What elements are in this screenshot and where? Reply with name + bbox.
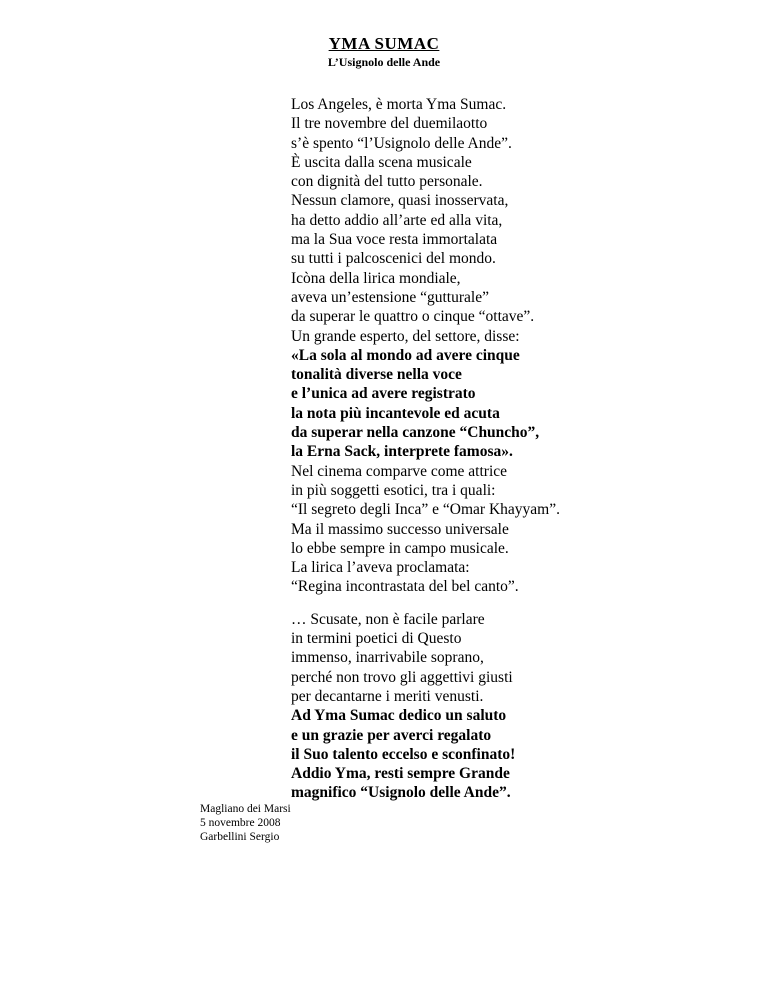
poem-line: immenso, inarrivabile soprano, (291, 649, 484, 667)
signature-block (200, 802, 291, 844)
signature-date: 5 novembre 2008 (200, 817, 281, 829)
poem-line: da superar nella canzone “Chuncho”, (291, 424, 540, 442)
poem-line: Un grande esperto, del settore, disse: (291, 327, 520, 345)
poem-line: È uscita dalla scena musicale (291, 153, 472, 171)
poem-line: il Suo talento eccelso e sconfinato! (291, 745, 516, 763)
poem-line: “Regina incontrastata del bel canto”. (291, 578, 519, 596)
poem-line: con dignità del tutto personale. (291, 173, 483, 191)
poem-line: in più soggetti esotici, tra i quali: (291, 481, 496, 499)
poem-line: Ma il massimo successo universale (291, 520, 509, 538)
poem-line: La lirica l’aveva proclamata: (291, 559, 470, 577)
poem-line: ha detto addio all’arte ed alla vita, (291, 211, 503, 229)
poem-line: magnifico “Usignolo delle Ande”. (291, 784, 511, 802)
poem-line: aveva un’estensione “gutturale” (291, 288, 489, 306)
poem-line: Nessun clamore, quasi inosservata, (291, 192, 509, 210)
poem-line: Ad Yma Sumac dedico un saluto (291, 707, 507, 725)
poem-line: da superar le quattro o cinque “ottave”. (291, 308, 535, 326)
poem-line: “Il segreto degli Inca” e “Omar Khayyam”. (291, 501, 560, 519)
poem-line: su tutti i palcoscenici del mondo. (291, 250, 496, 268)
signature-author: Garbellini Sergio (200, 831, 280, 843)
poem-line: Addio Yma, resti sempre Grande (291, 765, 510, 783)
poem-line: tonalità diverse nella voce (291, 366, 462, 384)
poem-line: Nel cinema comparve come attrice (291, 462, 508, 480)
poem-line: … Scusate, non è facile parlare (291, 610, 485, 628)
page-title: YMA SUMAC (328, 34, 440, 53)
poem-line: per decantarne i meriti venusti. (291, 687, 484, 705)
poem-line: «La sola al mondo ad avere cinque (291, 346, 520, 364)
poem-line: Icòna della lirica mondiale, (291, 269, 461, 287)
poem-line: la Erna Sack, interprete famosa». (291, 443, 513, 461)
signature-place: Magliano dei Marsi (200, 803, 291, 815)
poem-line: la nota più incantevole ed acuta (291, 404, 500, 422)
poem-line: lo ebbe sempre in campo musicale. (291, 539, 509, 557)
poem-line: perché non trovo gli aggettivi giusti (291, 668, 513, 686)
poem-line: e un grazie per averci regalato (291, 726, 492, 744)
poem-line: Los Angeles, è morta Yma Sumac. (291, 96, 507, 113)
poem-line: Il tre novembre del duemilaotto (291, 115, 488, 133)
page-subtitle: L’Usignolo delle Ande (327, 55, 441, 69)
poem-stanza (291, 95, 560, 597)
poem-stanza (291, 610, 560, 803)
poem-line: ma la Sua voce resta immortalata (291, 231, 498, 249)
poem-line: e l’unica ad avere registrato (291, 385, 476, 403)
poem-line: s’è spento “l’Usignolo delle Ande”. (291, 134, 512, 152)
poem-body (291, 95, 560, 803)
poem-line: in termini poetici di Questo (291, 630, 462, 648)
